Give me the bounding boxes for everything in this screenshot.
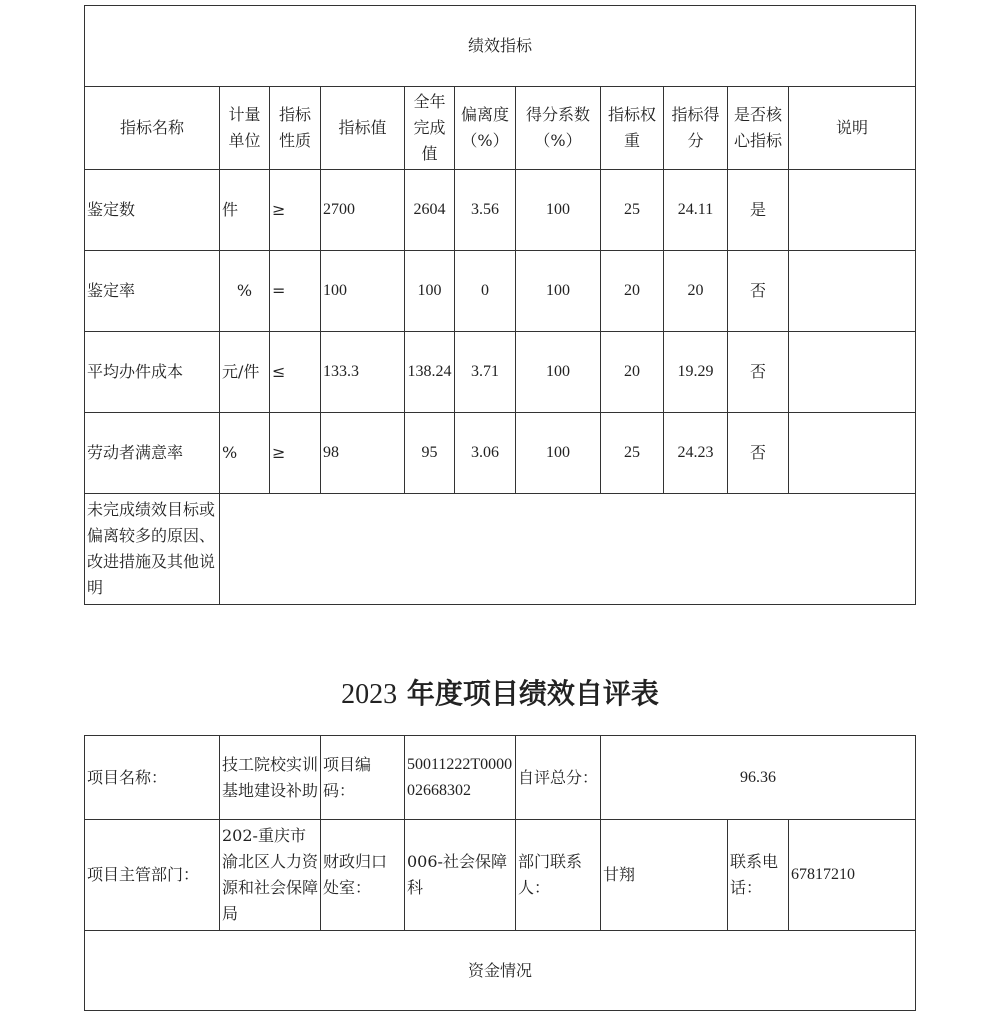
table-row (85, 170, 916, 251)
table-row (85, 332, 916, 413)
indicator-target: 100 (321, 251, 405, 332)
indicator-coef: 100 (516, 332, 601, 413)
phone-label: 联系电话： (728, 820, 789, 931)
table-row (85, 251, 916, 332)
self-score-value: 96.36 (601, 736, 916, 820)
project-info-table (84, 735, 916, 1011)
indicator-score: 20 (664, 251, 728, 332)
indicator-header-row (85, 87, 916, 170)
performance-indicator-table (84, 5, 916, 605)
indicator-unit: 件 (220, 170, 270, 251)
indicator-coef: 100 (516, 251, 601, 332)
header-core-indicator: 是否核心指标 (728, 87, 789, 170)
indicator-actual: 138.24 (405, 332, 455, 413)
indicator-coef: 100 (516, 413, 601, 494)
indicator-note (789, 332, 916, 413)
indicator-weight: 25 (601, 413, 664, 494)
funds-section-title: 资金情况 (85, 931, 916, 1011)
header-weight: 指标权重 (601, 87, 664, 170)
indicator-note (789, 413, 916, 494)
indicator-deviation: 0 (455, 251, 516, 332)
header-unit: 计量单位 (220, 87, 270, 170)
finance-office-value: 006-社会保障科 (405, 820, 516, 931)
project-code-label: 项目编码： (321, 736, 405, 820)
indicator-core: 否 (728, 413, 789, 494)
indicator-actual: 2604 (405, 170, 455, 251)
department-label: 项目主管部门： (85, 820, 220, 931)
indicator-target: 133.3 (321, 332, 405, 413)
indicator-target: 2700 (321, 170, 405, 251)
project-code-value: 50011222T000002668302 (405, 736, 516, 820)
indicator-core: 否 (728, 251, 789, 332)
shortfall-explanation-value (220, 494, 916, 605)
indicator-weight: 25 (601, 170, 664, 251)
header-nature: 指标性质 (270, 87, 321, 170)
self-score-label: 自评总分： (516, 736, 601, 820)
indicator-deviation: 3.06 (455, 413, 516, 494)
indicator-name: 鉴定数 (85, 170, 220, 251)
indicator-core: 是 (728, 170, 789, 251)
indicator-note (789, 251, 916, 332)
project-name-value: 技工院校实训基地建设补助 (220, 736, 321, 820)
header-target-value: 指标值 (321, 87, 405, 170)
indicator-actual: 100 (405, 251, 455, 332)
phone-value: 67817210 (789, 820, 916, 931)
header-deviation: 偏离度（%） (455, 87, 516, 170)
indicator-score: 24.23 (664, 413, 728, 494)
page-title (0, 672, 1000, 712)
contact-value: 甘翔 (601, 820, 728, 931)
header-score-coef: 得分系数（%） (516, 87, 601, 170)
page-title-text: 年度项目绩效自评表 (397, 677, 659, 710)
indicator-deviation: 3.56 (455, 170, 516, 251)
project-name-label: 项目名称： (85, 736, 220, 820)
header-actual-value: 全年完成值 (405, 87, 455, 170)
indicator-score: 24.11 (664, 170, 728, 251)
indicator-nature: ≤ (270, 332, 321, 413)
indicator-target: 98 (321, 413, 405, 494)
indicator-coef: 100 (516, 170, 601, 251)
indicator-name: 平均办件成本 (85, 332, 220, 413)
indicator-name: 劳动者满意率 (85, 413, 220, 494)
indicator-score: 19.29 (664, 332, 728, 413)
indicator-name: 鉴定率 (85, 251, 220, 332)
indicator-note (789, 170, 916, 251)
indicator-nature: = (270, 251, 321, 332)
indicator-nature: ≥ (270, 170, 321, 251)
finance-office-label: 财政归口处室： (321, 820, 405, 931)
indicator-unit: 元/件 (220, 332, 270, 413)
shortfall-explanation-label: 未完成绩效目标或偏离较多的原因、改进措施及其他说明 (85, 494, 220, 605)
indicator-actual: 95 (405, 413, 455, 494)
table-row (85, 413, 916, 494)
indicator-weight: 20 (601, 332, 664, 413)
indicator-deviation: 3.71 (455, 332, 516, 413)
department-value: 202-重庆市渝北区人力资源和社会保障局 (220, 820, 321, 931)
indicator-unit: % (220, 413, 270, 494)
contact-label: 部门联系人： (516, 820, 601, 931)
indicator-nature: ≥ (270, 413, 321, 494)
page-title-year: 2023 (341, 679, 398, 710)
indicator-section-title: 绩效指标 (85, 6, 916, 87)
indicator-core: 否 (728, 332, 789, 413)
indicator-unit: % (220, 251, 270, 332)
indicator-weight: 20 (601, 251, 664, 332)
header-score: 指标得分 (664, 87, 728, 170)
header-note: 说明 (789, 87, 916, 170)
header-indicator-name: 指标名称 (85, 87, 220, 170)
